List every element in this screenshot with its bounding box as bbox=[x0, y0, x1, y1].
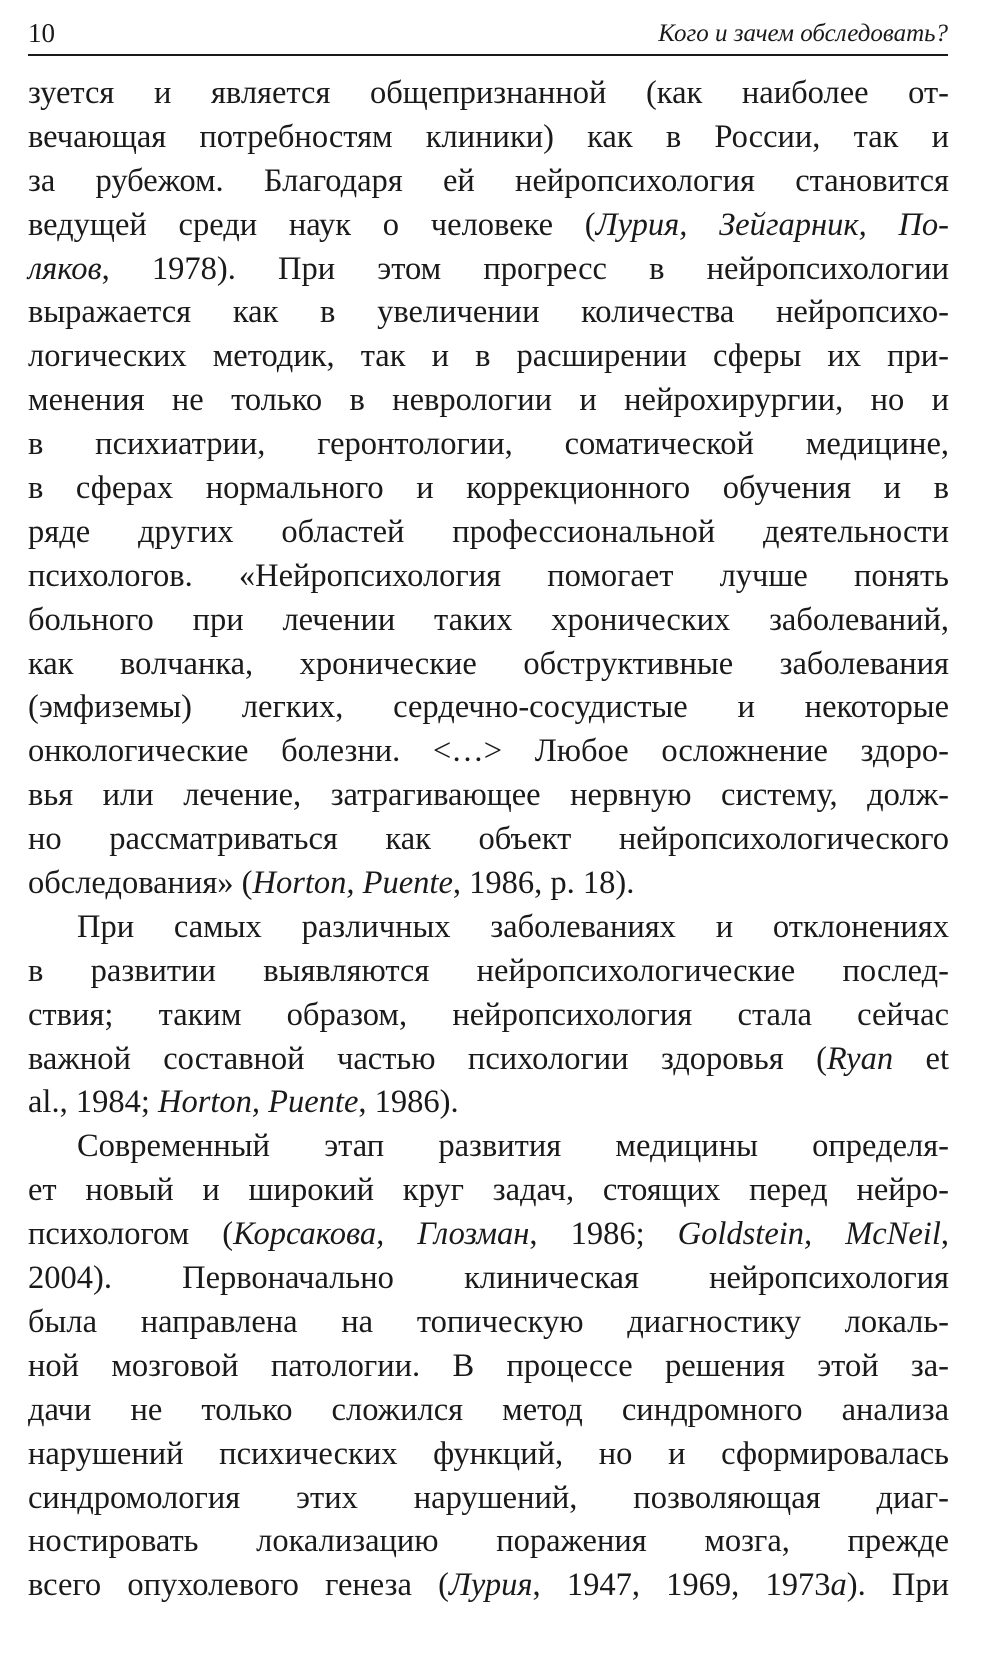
text-line bbox=[28, 686, 949, 730]
italic-segment: Horton, Puente bbox=[252, 865, 453, 902]
text-segment: ведущей среди наук о человеке ( bbox=[28, 206, 596, 243]
text-segment: была направлена на топическую диагностику локаль- bbox=[28, 1303, 949, 1340]
text-segment: ной мозговой патологии. В процессе решения этой за- bbox=[28, 1347, 949, 1384]
text-line bbox=[28, 994, 949, 1038]
text-line bbox=[28, 160, 949, 204]
text-segment: ет новый и широкий круг задач, стоящих перед нейро- bbox=[28, 1172, 949, 1209]
text-line bbox=[28, 511, 949, 555]
text-segment: нарушений психических функций, но и сформировалась bbox=[28, 1435, 949, 1472]
italic-segment: Goldstein, McNeil bbox=[677, 1216, 941, 1253]
italic-segment: ляков bbox=[28, 250, 102, 287]
text-segment: всего опухолевого генеза ( bbox=[28, 1567, 449, 1604]
text-segment: ряде других областей профессиональной деятельности bbox=[28, 513, 949, 550]
text-segment: зуется и является общепризнанной (как наиболее от- bbox=[28, 75, 949, 111]
text-line bbox=[28, 248, 949, 292]
running-head bbox=[28, 14, 948, 56]
text-line bbox=[28, 1520, 949, 1564]
text-segment: При самых различных заболеваниях и отклонениях bbox=[77, 908, 949, 945]
text-segment: ). При bbox=[846, 1567, 950, 1604]
text-segment: как волчанка, хронические обструктивные заболевания bbox=[28, 645, 949, 682]
text-segment: (эмфиземы) легких, сердечно-сосудистые и некоторые bbox=[28, 689, 949, 726]
text-segment: , 1986, p. 18). bbox=[452, 865, 635, 902]
text-line bbox=[28, 599, 949, 643]
text-line bbox=[28, 291, 949, 335]
text-line bbox=[28, 1081, 949, 1125]
text-line bbox=[28, 379, 949, 423]
text-line bbox=[28, 1257, 949, 1301]
text-segment: вья или лечение, затрагивающее нервную систему, долж- bbox=[28, 777, 949, 814]
text-line bbox=[28, 730, 949, 774]
text-line bbox=[28, 906, 949, 950]
italic-segment: Лурия, Зейгарник, По- bbox=[595, 206, 950, 243]
text-segment: психологом ( bbox=[28, 1216, 234, 1253]
text-segment: психологов. «Нейропсихология помогает лучше понять bbox=[28, 557, 949, 594]
italic-segment: Horton, Puente bbox=[157, 1084, 359, 1121]
text-segment: синдромология этих нарушений, позволяющая диаг- bbox=[28, 1479, 949, 1516]
page-number: 10 bbox=[28, 18, 55, 48]
text-line bbox=[28, 1213, 949, 1257]
text-segment: 2004). Первоначально клиническая нейропсихология bbox=[28, 1260, 949, 1297]
italic-segment: Ryan bbox=[826, 1040, 894, 1077]
text-line bbox=[28, 643, 949, 687]
text-segment: онкологические болезни. <…> Любое осложнение здоро- bbox=[28, 733, 949, 770]
text-line bbox=[28, 467, 949, 511]
text-line bbox=[28, 950, 949, 994]
text-segment: дачи не только сложился метод синдромного анализа bbox=[28, 1391, 949, 1428]
text-segment: Современный этап развития медицины определя- bbox=[77, 1128, 949, 1165]
text-segment: ствия; таким образом, нейропсихология стала сейчас bbox=[28, 996, 949, 1033]
running-title: Кого и зачем обследовать? bbox=[658, 20, 948, 47]
italic-segment: Лурия bbox=[448, 1567, 533, 1604]
text-line bbox=[28, 774, 949, 818]
italic-segment: Корсакова, Глозман bbox=[233, 1216, 530, 1253]
text-segment: , 1986; bbox=[529, 1216, 678, 1253]
text-line bbox=[28, 1345, 949, 1389]
text-segment: выражается как в увеличении количества нейропсихо- bbox=[28, 294, 949, 331]
text-segment: важной составной частью психологии здоровья ( bbox=[28, 1040, 827, 1077]
text-segment: менения не только в неврологии и нейрохирургии, но и bbox=[28, 382, 949, 419]
text-segment: al., 1984; bbox=[28, 1084, 158, 1121]
text-segment: за рубежом. Благодаря ей нейропсихология становится bbox=[28, 162, 949, 199]
text-segment: в развитии выявляются нейропсихологические послед- bbox=[28, 952, 949, 989]
text-segment: , 1947, 1969, 1973 bbox=[532, 1567, 831, 1604]
text-line bbox=[28, 1389, 949, 1433]
text-line bbox=[28, 1125, 949, 1169]
text-line bbox=[28, 1301, 949, 1345]
text-segment: больного при лечении таких хронических заболеваний, bbox=[28, 601, 949, 638]
text-segment: но рассматриваться как объект нейропсихологического bbox=[28, 821, 949, 858]
text-segment: , bbox=[940, 1216, 949, 1253]
text-segment: , 1986). bbox=[358, 1084, 459, 1121]
text-segment: , 1978). При этом прогресс в нейропсихологии bbox=[101, 250, 949, 287]
text-segment: ностировать локализацию поражения мозга, прежде bbox=[28, 1523, 949, 1560]
text-segment: логических методик, так и в расширении сферы их при- bbox=[28, 338, 949, 375]
text-line bbox=[28, 1433, 949, 1477]
text-segment: вечающая потребностям клиники) как в России, так и bbox=[28, 118, 949, 155]
text-line bbox=[28, 72, 949, 116]
text-line bbox=[28, 335, 949, 379]
body-text bbox=[28, 72, 949, 1608]
text-segment: в психиатрии, геронтологии, соматической медицине, bbox=[28, 426, 949, 463]
text-line bbox=[28, 116, 949, 160]
text-segment: в сферах нормального и коррекционного обучения и в bbox=[28, 470, 949, 507]
text-line bbox=[28, 818, 949, 862]
text-line bbox=[28, 862, 949, 906]
text-line bbox=[28, 1038, 949, 1082]
text-segment: обследования» ( bbox=[28, 865, 253, 902]
text-line bbox=[28, 1477, 949, 1521]
text-line bbox=[28, 204, 949, 248]
italic-segment: а bbox=[830, 1567, 847, 1604]
text-line bbox=[28, 1564, 949, 1608]
text-segment: et bbox=[893, 1040, 949, 1077]
text-line bbox=[28, 555, 949, 599]
text-line bbox=[28, 1169, 949, 1213]
text-line bbox=[28, 423, 949, 467]
